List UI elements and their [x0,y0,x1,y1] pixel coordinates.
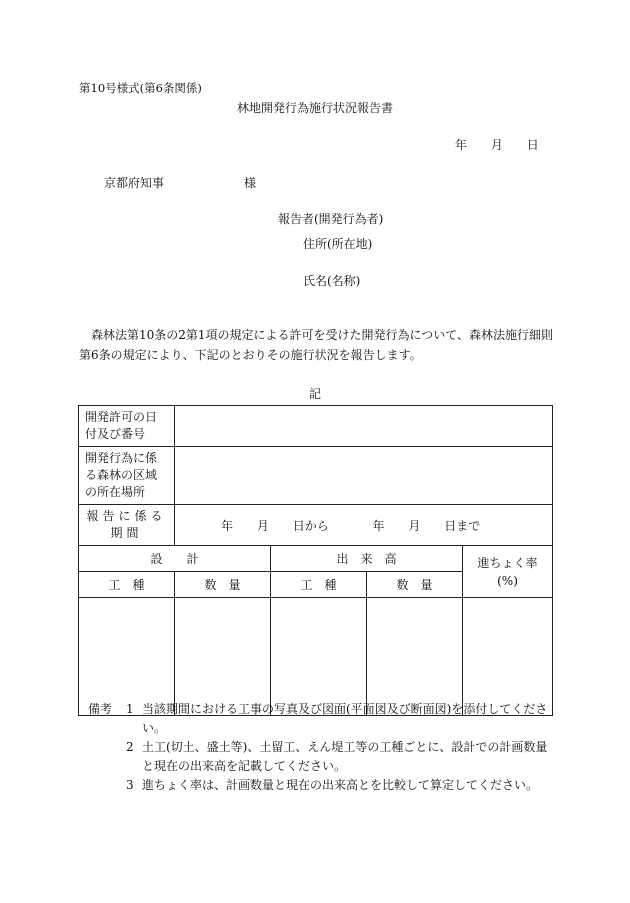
header-design-kind: 工 種 [79,572,175,598]
form-number: 第10号様式(第6条関係) [79,81,202,95]
label-report-period: 報告に係る期間 [79,505,175,546]
label-permit-date-number: 開発許可の日付及び番号 [79,406,175,447]
addressee-honorific: 様 [244,176,257,190]
note-number: 2 [126,740,134,754]
date-day: 日 [526,138,539,152]
document-title: 林地開発行為施行状況報告書 [236,101,393,115]
reporter-address-label: 住所(所在地) [303,237,373,251]
note-item-1 [126,700,551,738]
row-period [79,505,553,546]
addressee-name: 京都府知事 [104,176,165,190]
note-text: 進ちょく率は、計画数量と現在の出来高とを比較して算定してください。 [142,778,539,792]
cell-design-kind[interactable] [79,598,175,716]
cell-actual-quantity[interactable] [367,598,463,716]
header-actual-quantity: 数 量 [367,572,463,598]
period-end-year: 年 [372,518,385,533]
period-start-day: 日から [292,518,329,533]
date-month: 月 [490,138,503,152]
progress-unit: (%) [497,573,518,588]
date-line [455,136,539,153]
note-text: 土工(切土、盛土等)、土留工、えん堤工等の工種ごとに、設計での計画数量と現在の出来高を記載してください。 [142,740,548,773]
header-actual: 出 来 高 [271,546,463,572]
period-start-year: 年 [221,518,234,533]
note-number: 3 [126,778,134,792]
reporter-label: 報告者(開発行為者) [278,212,384,226]
note-item-3 [126,776,551,795]
row-permit [79,406,553,447]
field-permit-date-number[interactable] [175,406,553,447]
field-forest-location[interactable] [175,447,553,505]
period-end-day: 日まで [444,518,481,533]
addressee [104,174,256,191]
field-report-period[interactable] [175,505,553,546]
header-actual-kind: 工 種 [271,572,367,598]
row-header-top [79,546,553,572]
label-forest-location: 開発行為に係る森林の区域の所在場所 [79,447,175,505]
row-location [79,447,553,505]
header-design-quantity: 数 量 [175,572,271,598]
note-text: 当該期間における工事の写真及び図面(平面図及び断面図)を添付してください。 [142,702,548,735]
cell-design-quantity[interactable] [175,598,271,716]
note-item-2 [126,738,551,776]
ki-heading: 記 [308,387,321,401]
cell-progress[interactable] [463,598,553,716]
cell-actual-kind[interactable] [271,598,367,716]
date-year: 年 [455,138,468,152]
header-design: 設 計 [79,546,271,572]
header-progress [463,546,553,598]
notes-heading: 備考 [88,702,113,716]
progress-label: 進ちょく率 [477,555,538,570]
report-table [78,405,553,716]
period-end-month: 月 [408,518,421,533]
reporter-name-label: 氏名(名称) [303,274,361,288]
period-start-month: 月 [256,518,269,533]
note-number: 1 [126,702,134,716]
row-data [79,598,553,716]
body-paragraph: 森林法第10条の2第1項の規定による許可を受けた開発行為について、森林法施行細則第6条の規定により、下記のとおりその施行状況を報告します。 [79,328,554,362]
